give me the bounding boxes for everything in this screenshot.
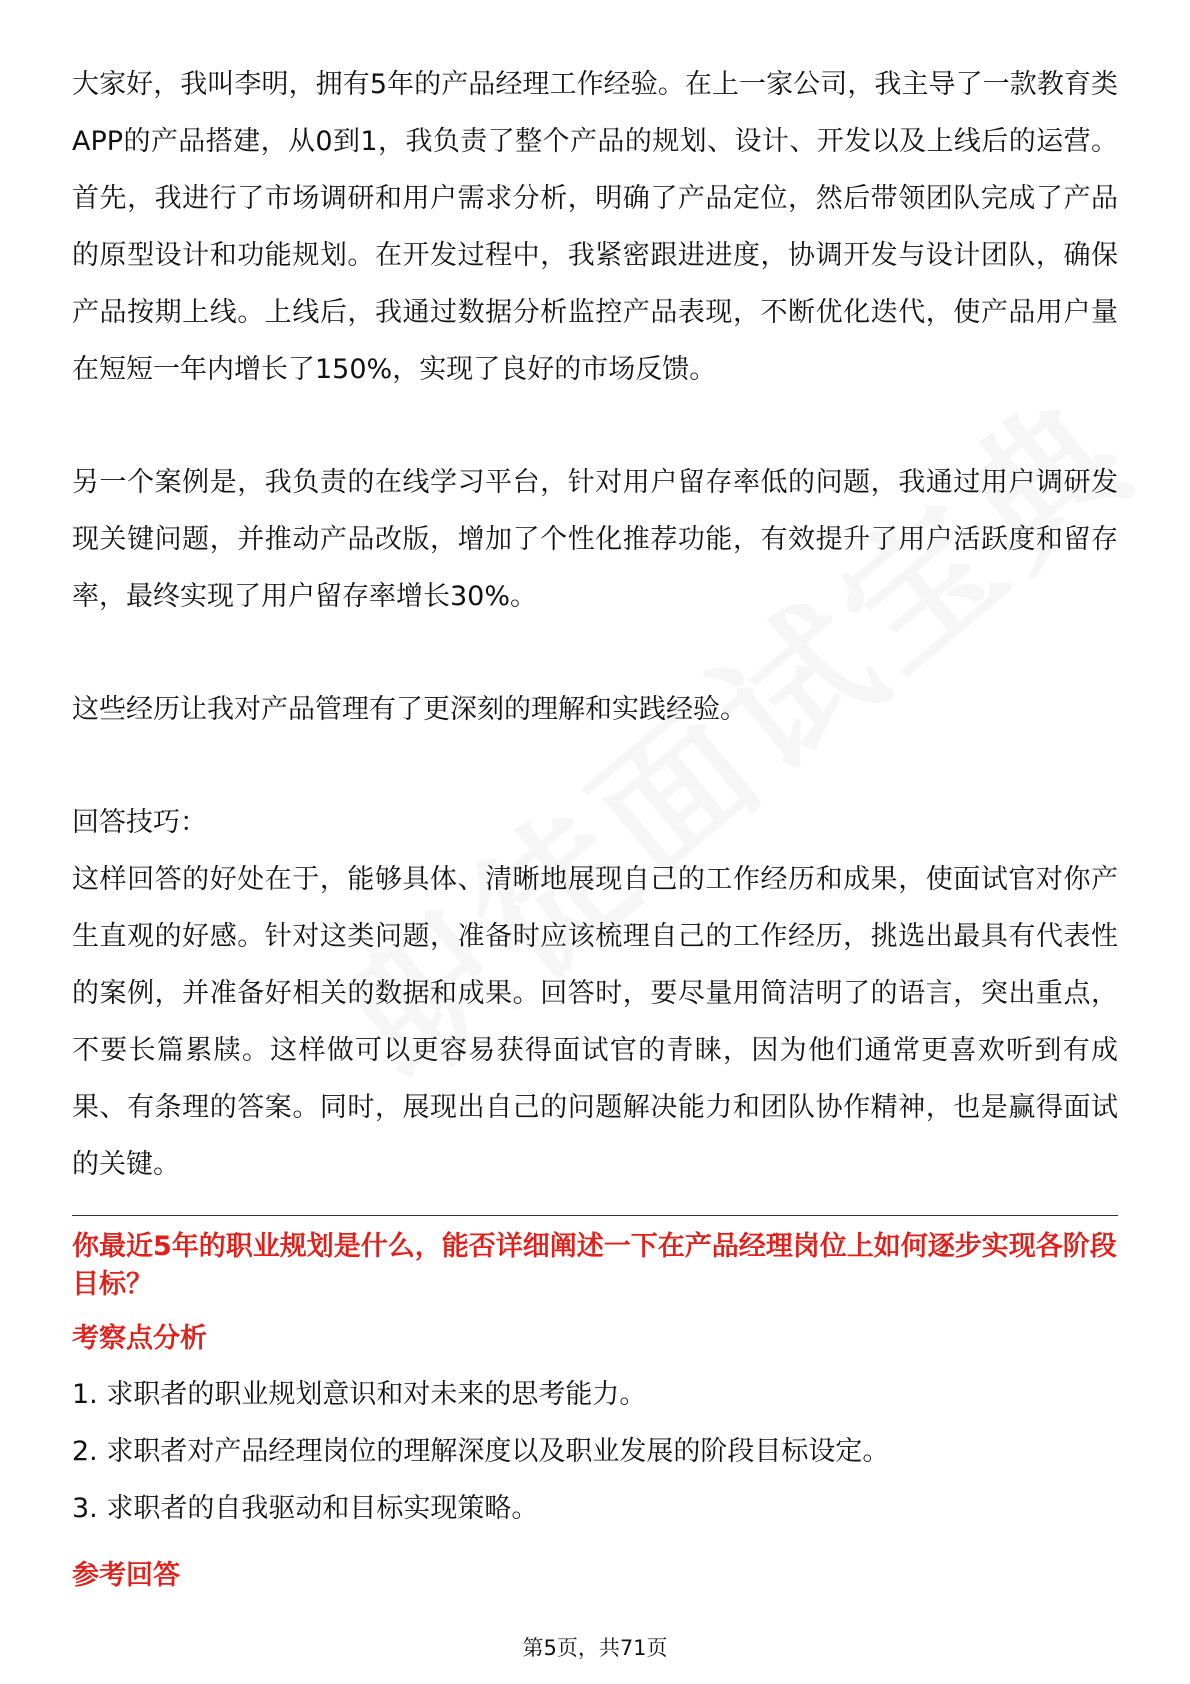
analysis-item: 3. 求职者的自我驱动和目标实现策略。: [72, 1493, 539, 1524]
answer-paragraph-3: 这些经历让我对产品管理有了更深刻的理解和实践经验。: [72, 694, 747, 725]
analysis-item: 2. 求职者对产品经理岗位的理解深度以及职业发展的阶段目标设定。: [72, 1436, 890, 1467]
paragraph-spacer: [72, 398, 1118, 454]
paragraph-spacer: [72, 738, 1118, 794]
page-number-footer: 第5页，共71页: [522, 1636, 668, 1660]
section-divider: [72, 1215, 1118, 1216]
answer-paragraph-1: 大家好，我叫李明，拥有5年的产品经理工作经验。在上一家公司，我主导了一款教育类APP的产品搭建，从0到1，我负责了整个产品的规划、设计、开发以及上线后的运营。首先，我进行了市场调研和用户需求分析，明确了产品定位，然后带领团队完成了产品的原型设计和功能规划。在开发过程中，我紧密跟进进度，协调开发与设计团队，确保产品按期上线。上线后，我通过数据分析监控产品表现，不断优化迭代，使产品用户量在短短一年内增长了150%，实现了良好的市场反馈。: [72, 69, 1118, 385]
tips-paragraph: 这样回答的好处在于，能够具体、清晰地展现自己的工作经历和成果，使面试官对你产生直观的好感。针对这类问题，准备时应该梳理自己的工作经历，挑选出最具有代表性的案例，并准备好相关的数据和成果。回答时，要尽量用简洁明了的语言，突出重点，不要长篇累牍。这样做可以更容易获得面试官的青睐，因为他们通常更喜欢听到有成果、有条理的答案。同时，展现出自己的问题解决能力和团队协作精神，也是赢得面试的关键。: [72, 864, 1118, 1180]
analysis-heading: 考察点分析: [72, 1323, 207, 1354]
reference-answer-heading: 参考回答: [72, 1560, 180, 1591]
tips-label: 回答技巧：: [72, 807, 207, 838]
page-content: [72, 56, 1118, 1595]
question-title: 你最近5年的职业规划是什么，能否详细阐述一下在产品经理岗位上如何逐步实现各阶段目标？: [72, 1231, 1117, 1300]
answer-paragraph-2: 另一个案例是，我负责的在线学习平台，针对用户留存率低的问题，我通过用户调研发现关键问题，并推动产品改版，增加了个性化推荐功能，有效提升了用户活跃度和留存率，最终实现了用户留存率增长30%。: [72, 467, 1118, 612]
paragraph-spacer: [72, 625, 1118, 681]
analysis-item: 1. 求职者的职业规划意识和对未来的思考能力。: [72, 1379, 647, 1410]
analysis-list: [72, 1366, 1118, 1537]
